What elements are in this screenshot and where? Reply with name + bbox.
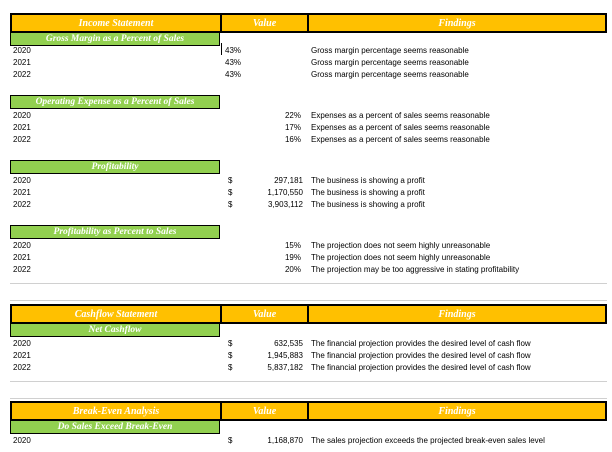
finding-cell: The business is showing a profit xyxy=(311,176,425,185)
value-cell: 20% xyxy=(284,265,301,274)
year-cell: 2021 xyxy=(13,123,31,132)
currency-cell: $ xyxy=(228,188,233,197)
sales-exceed-title[interactable]: Do Sales Exceed Break-Even xyxy=(10,420,220,434)
finding-cell: Gross margin percentage seems reasonable xyxy=(311,58,469,67)
profit-pct-title[interactable]: Profitability as Percent to Sales xyxy=(10,225,220,239)
income-header-label[interactable]: Income Statement xyxy=(10,13,222,33)
value-cell: 297,181 xyxy=(274,176,303,185)
year-cell: 2021 xyxy=(13,188,31,197)
value-cell: 632,535 xyxy=(274,339,303,348)
year-cell: 2020 xyxy=(13,241,31,250)
table-row[interactable] xyxy=(10,45,607,57)
finding-cell: Expenses as a percent of sales seems reasonable xyxy=(311,123,490,132)
value-cell: 1,168,870 xyxy=(267,436,303,445)
table-row[interactable] xyxy=(10,240,607,252)
gross-margin-title[interactable]: Gross Margin as a Percent of Sales xyxy=(10,32,220,46)
net-cashflow-title[interactable]: Net Cashflow xyxy=(10,323,220,337)
table-row[interactable] xyxy=(10,187,607,199)
finding-cell: The projection does not seem highly unreasonable xyxy=(311,253,491,262)
income-header-findings[interactable]: Findings xyxy=(307,13,607,33)
table-row[interactable] xyxy=(10,57,607,69)
year-cell: 2022 xyxy=(13,200,31,209)
year-cell: 2020 xyxy=(13,339,31,348)
table-row[interactable] xyxy=(10,350,607,362)
finding-cell: Expenses as a percent of sales seems reasonable xyxy=(311,135,490,144)
year-cell: 2021 xyxy=(13,351,31,360)
finding-cell: The financial projection provides the desired level of cash flow xyxy=(311,339,531,348)
value-cell: 17% xyxy=(284,123,301,132)
section-gap xyxy=(10,283,607,301)
value-cell: 16% xyxy=(284,135,301,144)
cashflow-header-findings[interactable]: Findings xyxy=(307,304,607,324)
table-row[interactable] xyxy=(10,264,607,276)
year-cell: 2022 xyxy=(13,135,31,144)
table-row[interactable] xyxy=(10,338,607,350)
table-row[interactable] xyxy=(10,110,607,122)
table-row[interactable] xyxy=(10,122,607,134)
value-cell: 43% xyxy=(225,46,242,55)
currency-cell: $ xyxy=(228,200,233,209)
opex-title[interactable]: Operating Expense as a Percent of Sales xyxy=(10,95,220,109)
breakeven-header-value[interactable]: Value xyxy=(220,401,309,421)
finding-cell: Gross margin percentage seems reasonable xyxy=(311,70,469,79)
table-row[interactable] xyxy=(10,435,607,447)
finding-cell: Expenses as a percent of sales seems reasonable xyxy=(311,111,490,120)
profitability-title[interactable]: Profitability xyxy=(10,160,220,174)
year-cell: 2020 xyxy=(13,436,31,445)
year-cell: 2020 xyxy=(13,176,31,185)
currency-cell: $ xyxy=(228,351,233,360)
table-row[interactable] xyxy=(10,199,607,211)
section-gap xyxy=(10,381,607,399)
value-cell: 43% xyxy=(225,70,242,79)
finding-cell: The sales projection exceeds the projected break-even sales level xyxy=(311,436,545,445)
value-cell: 3,903,112 xyxy=(268,200,303,209)
table-row[interactable] xyxy=(10,134,607,146)
value-cell: 19% xyxy=(284,253,301,262)
table-row[interactable] xyxy=(10,175,607,187)
cashflow-header-label[interactable]: Cashflow Statement xyxy=(10,304,222,324)
value-cell: 5,837,182 xyxy=(267,363,303,372)
year-cell: 2022 xyxy=(13,265,31,274)
finding-cell: The projection does not seem highly unreasonable xyxy=(311,241,491,250)
year-cell: 2020 xyxy=(13,46,31,55)
currency-cell: $ xyxy=(228,339,233,348)
finding-cell: Gross margin percentage seems reasonable xyxy=(311,46,469,55)
year-cell: 2021 xyxy=(13,58,31,67)
value-cell: 1,170,550 xyxy=(267,188,303,197)
spreadsheet xyxy=(10,0,607,452)
cashflow-header-value[interactable]: Value xyxy=(220,304,309,324)
value-cell: 22% xyxy=(284,111,301,120)
breakeven-header-label[interactable]: Break-Even Analysis xyxy=(10,401,222,421)
finding-cell: The financial projection provides the desired level of cash flow xyxy=(311,351,531,360)
table-row[interactable] xyxy=(10,69,607,81)
finding-cell: The projection may be too aggressive in stating profitability xyxy=(311,265,520,274)
year-cell: 2022 xyxy=(13,363,31,372)
table-row[interactable] xyxy=(10,252,607,264)
currency-cell: $ xyxy=(228,176,233,185)
finding-cell: The financial projection provides the desired level of cash flow xyxy=(311,363,531,372)
income-header-value[interactable]: Value xyxy=(220,13,309,33)
finding-cell: The business is showing a profit xyxy=(311,188,425,197)
year-cell: 2020 xyxy=(13,111,31,120)
value-cell: 1,945,883 xyxy=(267,351,303,360)
year-cell: 2022 xyxy=(13,70,31,79)
value-cell: 43% xyxy=(225,58,242,67)
finding-cell: The business is showing a profit xyxy=(311,200,425,209)
value-cell: 15% xyxy=(284,241,301,250)
currency-cell: $ xyxy=(228,436,233,445)
year-cell: 2021 xyxy=(13,253,31,262)
currency-cell: $ xyxy=(228,363,233,372)
table-row[interactable] xyxy=(10,362,607,374)
breakeven-header-findings[interactable]: Findings xyxy=(307,401,607,421)
